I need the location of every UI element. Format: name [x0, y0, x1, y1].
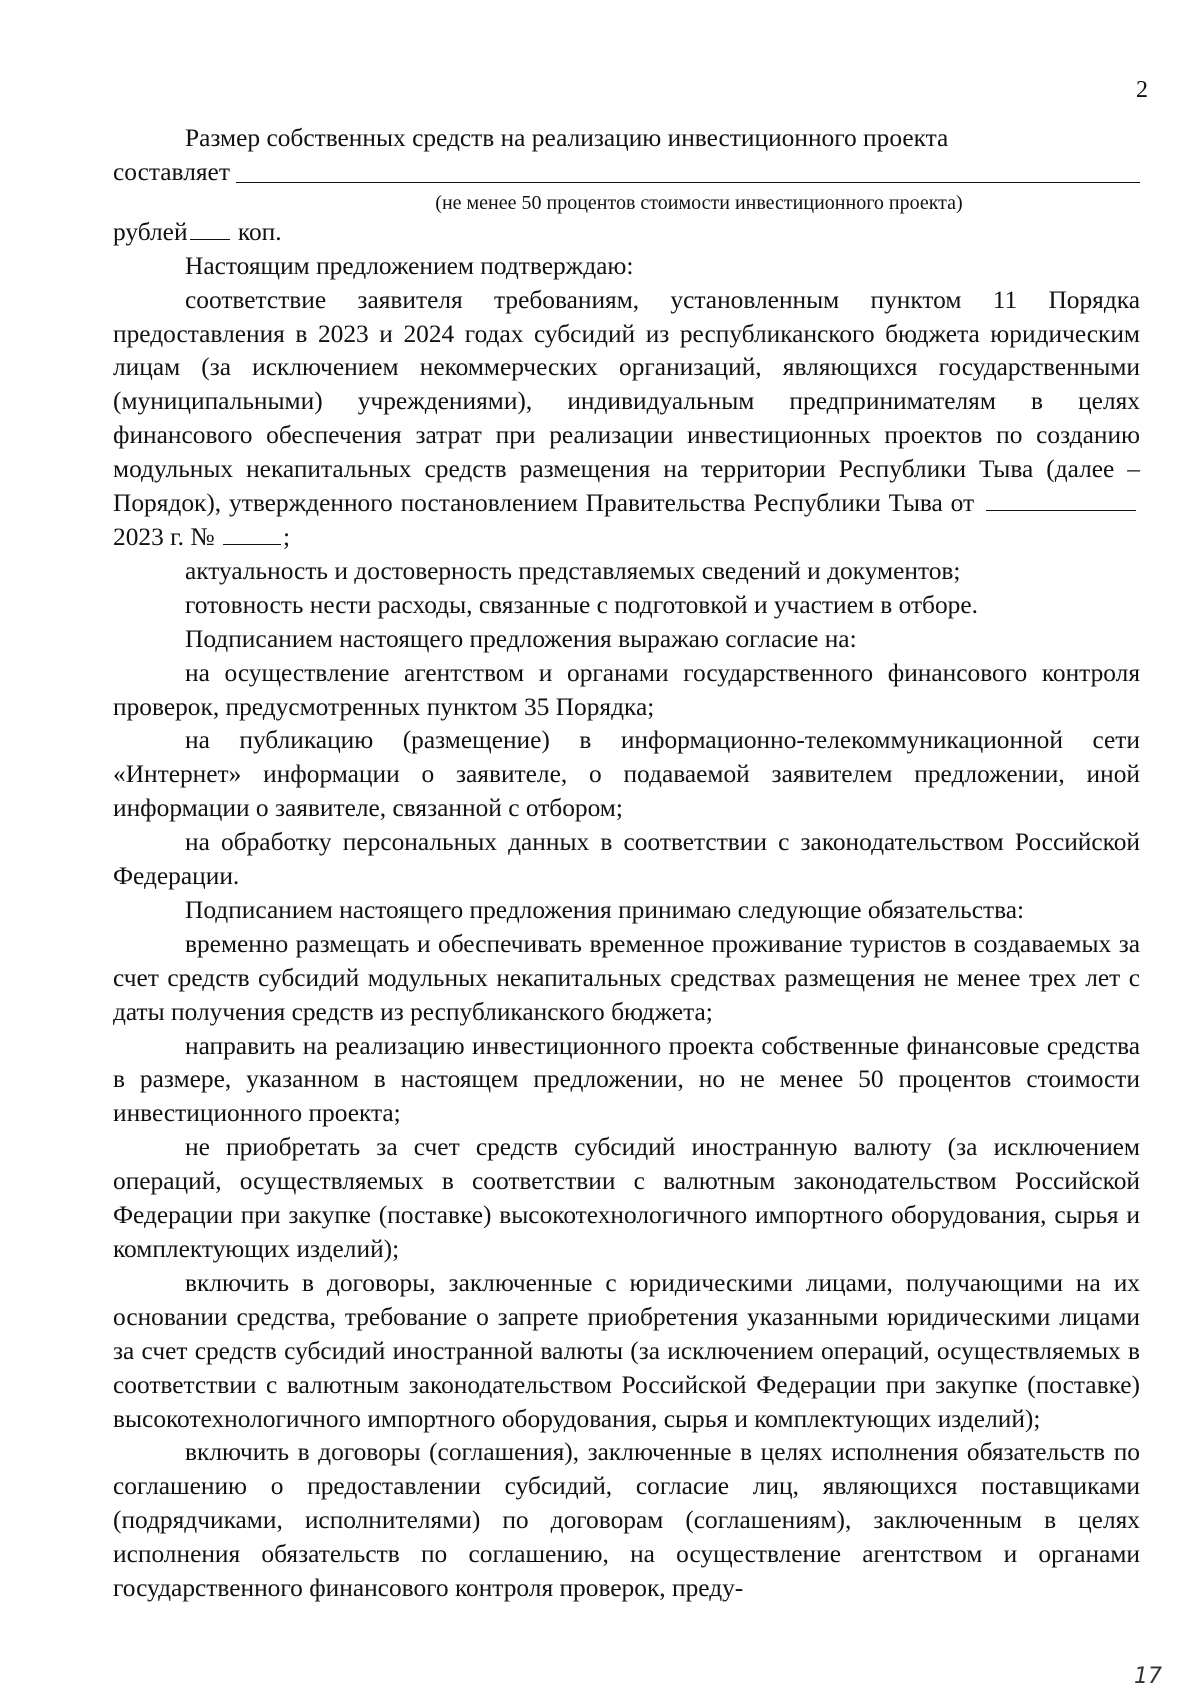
kopecks-field[interactable] [190, 219, 230, 240]
paragraph: включить в договоры (соглашения), заключенные в целях исполнения обязательств по соглашению о предоставлении субсидий, согласие лиц, являющихся поставщиками (подрядчиками, исполнителями) по договорам (соглашениям), заключенным в целях исполнения обязательств по соглашению, на осуществление агентством и органами государственного финансового контроля проверок, преду- [113, 1438, 1140, 1603]
paragraph: не приобретать за счет средств субсидий иностранную валюту (за исключением операций, осуществляемых в соответствии с валютным законодательством Российской Федерации при закупке (поставке) высокотехнологичного импортного оборудования, сырья и комплектующих изделий); [113, 1133, 1140, 1263]
confirm-intro: Настоящим предложением подтверждаю: [185, 251, 634, 280]
paragraph: Подписанием настоящего предложения принимаю следующие обязательства: [185, 895, 1025, 924]
own-funds-line: Размер собственных средств на реализацию инвестиционного проекта [185, 124, 949, 152]
paragraph: Подписанием настоящего предложения выражаю согласие на: [185, 624, 857, 653]
document-body [113, 122, 1140, 1606]
rubles-label: рублей [113, 217, 188, 246]
own-funds-amount-field[interactable] [236, 158, 1140, 183]
paragraph: на осуществление агентством и органами государственного финансового контроля проверок, предусмотренных пунктом 35 Порядка; [113, 658, 1140, 721]
own-funds-lead-word: составляет [113, 157, 230, 186]
kopecks-label: коп. [237, 217, 282, 246]
compliance-text: соответствие заявителя требованиям, установленным пунктом 11 Порядка предоставления в 2023 и 2024 годах субсидий из республиканского бюджета юридическим лицам (за исключением некоммерческих организаций, являющихся государственными (муниципальными) учреждениями), индивидуальным предпринимателям в целях финансового обеспечения затрат при реализации инвестиционных проектов по созданию модульных некапитальных средств размещения на территории Республики Тыва (далее – Порядок), утвержденного постановлением Правительства Республики Тыва от [113, 285, 1140, 518]
compliance-paragraph [113, 284, 1140, 555]
paragraph: временно размещать и обеспечивать временное проживание туристов в создаваемых за счет средств субсидий модульных некапитальных средствах размещения не менее трех лет с даты получения средств из республиканского бюджета; [113, 929, 1140, 1026]
paragraph: включить в договоры, заключенные с юридическими лицами, получающими на их основании средства, требование о запрете приобретения указанными юридическими лицами за счет средств субсидий иностранной валюты (за исключением операций, осуществляемых в соответствии с валютным законодательством Российской Федерации при закупке (поставке) высокотехнологичного импортного оборудования, сырья и комплектующих изделий); [113, 1268, 1140, 1433]
paragraph: готовность нести расходы, связанные с подготовкой и участием в отборе. [185, 590, 978, 619]
compliance-year: 2023 г. № [113, 522, 215, 551]
rubles-kopecks-line [113, 216, 1140, 250]
resolution-date-field[interactable] [986, 490, 1136, 511]
own-funds-amount-row [113, 156, 1140, 190]
handwritten-page-mark: 17 [1134, 1664, 1162, 1689]
page-number: 2 [1136, 77, 1148, 103]
paragraph: на публикацию (размещение) в информационно-телекоммуникационной сети «Интернет» информации о заявителе, о подаваемой заявителем предложении, иной информации о заявителе, связанной с отбором; [113, 726, 1140, 823]
paragraph: на обработку персональных данных в соответствии с законодательством Российской Федерации. [113, 828, 1140, 891]
own-funds-hint: (не менее 50 процентов стоимости инвестиционного проекта) [435, 191, 963, 214]
paragraph: направить на реализацию инвестиционного проекта собственные финансовые средства в размере, указанном в настоящем предложении, но не менее 50 процентов стоимости инвестиционного проекта; [113, 1031, 1140, 1128]
compliance-end: ; [282, 522, 291, 551]
paragraph: актуальность и достоверность представляемых сведений и документов; [185, 556, 961, 585]
resolution-number-field[interactable] [223, 524, 281, 545]
